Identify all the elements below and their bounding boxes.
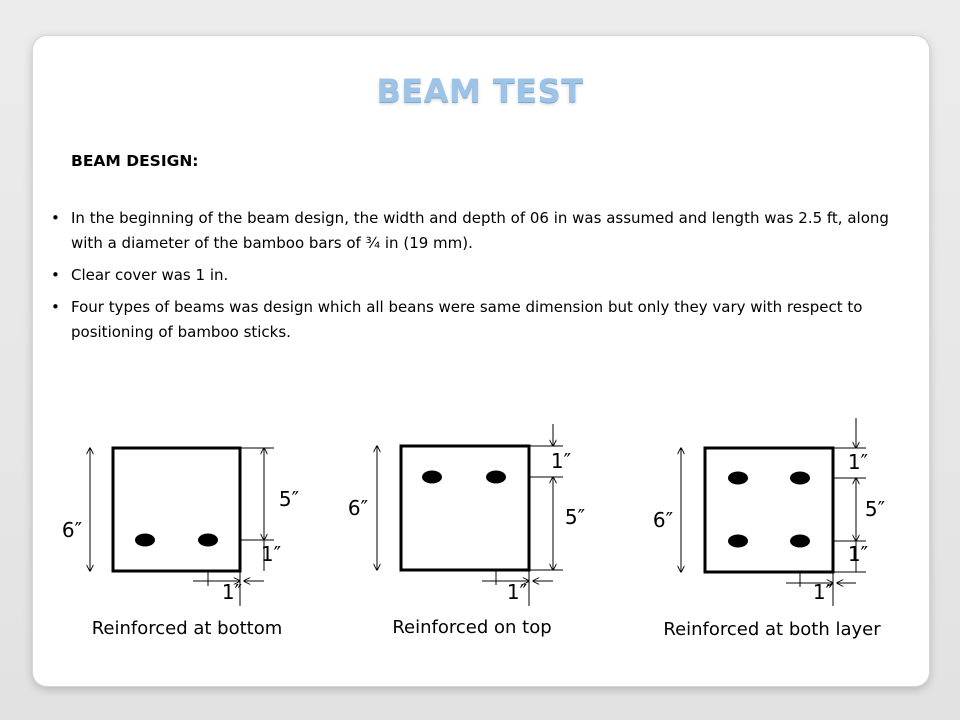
bamboo-bar	[728, 535, 748, 548]
width-label: 6″	[347, 496, 369, 520]
beam-diagram-both	[653, 418, 885, 640]
cover-vertical-label: 1″	[260, 542, 282, 566]
section-heading: BEAM DESIGN:	[71, 152, 199, 170]
depth-label: 5″	[864, 497, 886, 521]
slide-title: BEAM TEST	[376, 72, 584, 110]
depth-label: 5″	[564, 505, 586, 529]
bullet-text: Four types of beams was design which all beans were same dimension but only they vary with respect to positioning of bamboo sticks.	[71, 298, 863, 341]
bullet-dot-icon: •	[51, 266, 60, 284]
width-label: 6″	[652, 508, 674, 532]
depth-label: 5″	[278, 487, 300, 511]
beam-diagram-bottom	[62, 448, 299, 639]
diagram-caption: Reinforced at both layer	[663, 619, 881, 640]
diagram-caption: Reinforced at bottom	[91, 618, 283, 639]
cover-vertical-label: 1″	[550, 449, 572, 473]
bullet-text: Clear cover was 1 in.	[71, 266, 229, 284]
beam-section-outline	[401, 446, 529, 570]
diagram-caption: Reinforced on top	[392, 617, 552, 638]
width-label: 6″	[61, 518, 83, 542]
bamboo-bar	[790, 535, 810, 548]
cover-horizontal-label: 1″	[812, 580, 834, 604]
bamboo-bar	[422, 471, 442, 484]
bamboo-bar	[790, 472, 810, 485]
cover-horizontal-label: 1″	[221, 580, 243, 604]
bamboo-bar	[198, 534, 218, 547]
beam-section-outline	[113, 448, 240, 571]
bamboo-bar	[486, 471, 506, 484]
cover-top-label: 1″	[847, 450, 869, 474]
bamboo-bar	[135, 534, 155, 547]
bullet-dot-icon: •	[51, 298, 60, 316]
bamboo-bar	[728, 472, 748, 485]
beam-section-outline	[705, 448, 833, 572]
bullet-dot-icon: •	[51, 209, 60, 227]
beam-diagram-top	[348, 424, 585, 638]
bullet-text: In the beginning of the beam design, the width and depth of 06 in was assumed and length was 2.5 ft, along with a diameter of the bamboo bars of ¾ in (19 mm).	[71, 209, 889, 252]
cover-bottom-label: 1″	[847, 542, 869, 566]
cover-horizontal-label: 1″	[506, 580, 528, 604]
